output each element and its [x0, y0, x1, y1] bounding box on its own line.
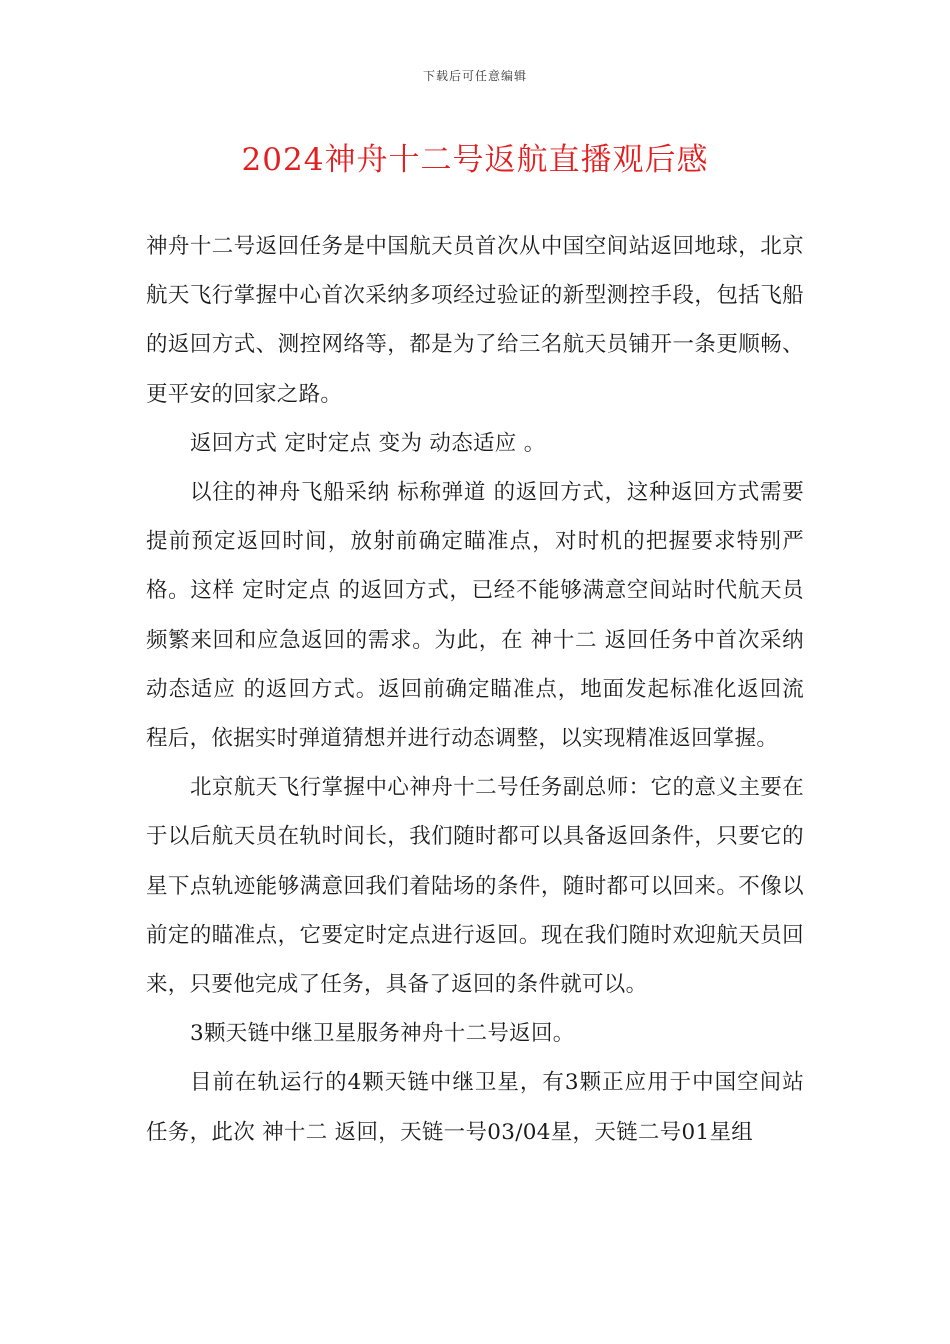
- paragraph-deputy-chief-quote: 北京航天飞行掌握中心神舟十二号任务副总师：它的意义主要在于以后航天员在轨时间长，我们随时都可以具备返回条件，只要它的星下点轨迹能够满意回我们着陆场的条件，随时都可以回来。不像以前定的瞄准点，它要定时定点进行返回。现在我们随时欢迎航天员回来，只要他完成了任务，具备了返回的条件就可以。: [146, 775, 804, 998]
- paragraph-return-mode-detail: 以往的神舟飞船采纳 标称弹道 的返回方式，这种返回方式需要提前预定返回时间，放射前确定瞄准点，对时机的把握要求特别严格。这样 定时定点 的返回方式，已经不能够满意空间站时代航天员频繁来回和应急返回的需求。为此，在 神十二 返回任务中首次采纳 动态适应 的返回方式。返回前确定瞄准点，地面发起标准化返回流程后，依据实时弹道猜想并进行动态调整，以实现精准返回掌握。: [146, 480, 804, 752]
- paragraph-relay-satellite-detail: 目前在轨运行的4颗天链中继卫星，有3颗正应用于中国空间站任务，此次 神十二 返回，天链一号03/04星，天链二号01星组: [146, 1070, 804, 1145]
- paragraph-intro: 神舟十二号返回任务是中国航天员首次从中国空间站返回地球，北京航天飞行掌握中心首次采纳多项经过验证的新型测控手段，包括飞船的返回方式、测控网络等，都是为了给三名航天员铺开一条更顺畅、更平安的回家之路。: [146, 234, 804, 407]
- document-body: [146, 222, 804, 1157]
- document-title: 2024神舟十二号返航直播观后感: [241, 142, 709, 178]
- header-note: 下载后可任意编辑: [422, 69, 527, 83]
- paragraph-return-mode-heading: 返回方式 定时定点 变为 动态适应 。: [190, 430, 546, 456]
- paragraph-relay-satellite-heading: 3颗天链中继卫星服务神舟十二号返回。: [190, 1021, 575, 1047]
